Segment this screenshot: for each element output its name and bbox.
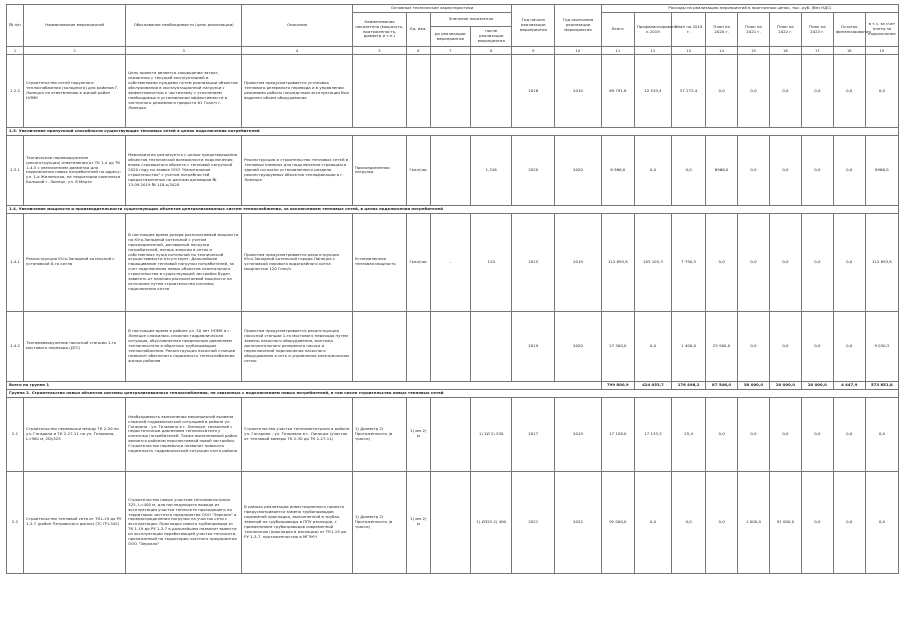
cell-financed: 0,0 [634,311,671,381]
column-number: 6 [407,47,430,55]
total-plan-2022: 20 000,0 [769,381,801,389]
cell-before [430,397,470,471]
header-description: Описание [242,5,353,47]
table-row [7,471,899,573]
header-start-year: Год начала реализации мероприятия [512,5,555,47]
total-plan-2020: 87 546,0 [706,381,738,389]
cell-description: В рамках реализации инвестиционного проекта предусматривается замена трубопроводов надземной прокладки, выполненной в трубах, заменой на трубопроводы в ППУ изоляции, с применением трубопроводов современной технологии (прокладка в изоляции) от ТК1-19 до РУ 1-3-7, протяженностью в МГЭКЧ [242,471,353,573]
section-row [7,128,899,136]
column-number: 4 [242,47,353,55]
header-plan-2023: План на 2023 г. [801,13,833,47]
cell-incl: 8966,0 [865,135,898,205]
cell-rationale: Необходимость выполнения мероприятий вызвана сложной гидравлической ситуацией в районе ул. Гагарина - ул. Тельмана в г. Липецке, связанной с недостаточным давлением теплоносителя у конечных потребителей. Также выполняемый район является районом перспективной новой застройки. Строительство перемычки позволит повысить надежность гидравлической ситуации этого района [126,397,242,471]
cell-rationale: В настоящее время резерв располагаемой мощности на Юго-Западной котельной с учетом присоединенной, договорной нагрузки потребителей, потерь энергии в сетях и собственных нужд котельной по технической осуществимости отсутствует. Дальнейшее наращивание тепловой нагрузки потребителей, за счет подключения новых объектов капитального строительства в существующей застройке будет зависеть от наличия располагаемой мощности на источнике путем строительства системы подключения котла [126,213,242,311]
column-number: 11 [601,47,634,55]
column-number: 2 [24,47,126,55]
cell-remaining: 0,0 [833,213,865,311]
cell-end-year: 2020 [555,311,602,381]
cell-indicator: Установленная тепловая мощность [352,213,406,311]
cell-plan-2020: 0,0 [706,55,738,128]
cell-plan-2021: 0,0 [738,397,770,471]
cell-incl: 112 893,8 [865,213,898,311]
cell-start-year: 2020 [512,135,555,205]
cell-rationale: Мероприятие реализуется с целью предотвращения объектов технической возможности подключения вновь строящегося объекта с тепловой нагрузкой 2020 году по заявке ООО "Капитальное строительство" с учетом потребностей предоставленных по данным договоров № 13.09.2019 № 118-к/2020 [126,135,242,205]
column-number: 18 [833,47,865,55]
cell-after: 1) 2Ø 2) 530 [470,397,512,471]
cell-total: 69 791,8 [601,55,634,128]
cell-rationale: Цель проекта является сокращение затрат, связанных с текущей эксплуатацией и собственными нуждами путем реализации объектов обслуживания в эксплуатационной нагрузки с эффективностью к частичному с уточнением необходимых в установлении эффективности и частичного режимного прироста 61 Гкал/ч г. Липецка [126,55,242,128]
cell-plan-2019: 0,0 [672,471,706,573]
cell-start-year: 2017 [512,397,555,471]
total-plan-2023: 20 000,0 [801,381,833,389]
cell-start-year: 2019 [512,311,555,381]
cell-plan-2023: 0,0 [801,311,833,381]
column-number: 3 [126,47,242,55]
header-indicator: Наименование показателя (мощность, протяженность, диаметр и т.п.) [352,13,406,47]
cell-rationale: Строительство новых участков тепломагистрали 325, L=400 м, для последующего вывода из эксплуатации участка теплосети проходящего по территории частного предприятия ООО "Зеркало" и перераспределения нагрузки на участок сети с эксплуатации. Прокладка нового трубопровода от ТК 1-19 до РУ 1-3-7 в дальнейшем позволит вывести из эксплуатации неработающей участки теплосети, проложенный на территории частного предприятия ООО "Зеркало" [126,471,242,573]
table-row [7,135,899,205]
cell-description: Проектом предусматривается установка теплового резервного перевода и в управлении режимами работы посредством эксплуатации был выделен объем оборудования [242,55,353,128]
cell-plan-2021: 1 000,0 [738,471,770,573]
table-header [7,5,899,55]
header-total: Всего [601,13,634,47]
cell-description: Строительство участка тепломагистрали в районе ул. Гагарина - ул. Тельмана в г. Липецке (участок от тепловой камеры ТК 2-30 до ТК 2-27-11) [242,397,353,471]
cell-after: 1,316 [470,135,512,205]
header-name: Наименование мероприятий [24,5,126,47]
cell-end-year: 2019 [555,55,602,128]
group-title: Группа 2. Строительство новых объектов системы централизованного теплоснабжения, не связанных с подключением новых потребителей, в том числе строительство новых тепловых сетей [7,389,899,397]
section-row [7,205,899,213]
cell-name: Строительство тепловой сети от ТК1-19 до РУ 1-3-7 (район Петровского рынка) (ТС ПЧ-342) [24,471,126,573]
cell-plan-2023: 0,0 [801,471,833,573]
cell-total: 17 158,0 [601,397,634,471]
column-number-row [7,47,899,55]
header-plan-2022: План на 2022 г. [769,13,801,47]
cell-financed: 0,0 [634,471,671,573]
column-number: 13 [672,47,706,55]
cell-before [430,471,470,573]
cell-indicator: Присоединенная нагрузка [352,135,406,205]
cell-financed: 17 133,3 [634,397,671,471]
cell-after [470,55,512,128]
header-values: Значение показателя [430,13,512,27]
cell-unit: 1) мм 2) м [407,397,430,471]
group-total-row [7,381,899,389]
total-sum: 799 800,9 [601,381,634,389]
cell-indicator: 1) Диаметр 2) Протяженность (в трассе) [352,397,406,471]
cell-incl: 9 030,3 [865,311,898,381]
cell-plan-2022: 91 000,0 [769,471,801,573]
cell-before [430,55,470,128]
header-incl-connection-fee: в т.ч. за счет платы за подключение [865,13,898,47]
cell-description: Проектом предусматривается реконструкция Юго-Западной котельной города Липецка с установкой пикового водогрейного котла мощностью 120 Гкал/ч [242,213,353,311]
cell-unit: 1) мм 2) м [407,471,430,573]
cell-after [470,311,512,381]
cell-indicator: 1) Диаметр 2) Протяженность (в трассе) [352,471,406,573]
cell-before [430,311,470,381]
cell-no: 1.2.2 [7,55,24,128]
cell-plan-2022: 0,0 [769,213,801,311]
cell-financed: 105 103,3 [634,213,671,311]
header-plan-2020: План на 2020 г. [706,13,738,47]
column-number: 17 [801,47,833,55]
header-plan-2019: План на 2019 г. [672,13,706,47]
cell-plan-2020: 25 900,0 [706,311,738,381]
cell-plan-2020: 8966,0 [706,135,738,205]
column-number: 14 [706,47,738,55]
cell-total: 112 893,8 [601,213,634,311]
table-row [7,397,899,471]
cell-plan-2020: 0,0 [706,213,738,311]
cell-no: 1.4.2 [7,311,24,381]
cell-before [430,135,470,205]
table-body [7,55,899,574]
group-title-row [7,389,899,397]
table-row [7,213,899,311]
cell-plan-2021: 0,0 [738,55,770,128]
cell-plan-2019: 57 272,4 [672,55,706,128]
cell-total: 92 000,0 [601,471,634,573]
column-number: 19 [865,47,898,55]
investment-program-sheet [6,4,899,574]
column-number: 8 [470,47,512,55]
cell-name: Строительство сетей наружного теплоснабжения (холодного) для районов Г. Липецка по ответвлению в жилой район НЛМК [24,55,126,128]
investment-table [6,4,899,574]
cell-no: 2.2 [7,471,24,573]
cell-plan-2022: 0,0 [769,397,801,471]
header-expense-group: Расходы на реализацию мероприятий в прогнозных ценах, тыс. руб. (без НДС) [601,5,898,13]
table-row [7,311,899,381]
cell-remaining: 0,0 [833,135,865,205]
cell-remaining: 0,0 [833,397,865,471]
cell-incl: 0,0 [865,397,898,471]
cell-name: Техперевооружение насосной станции 1-го мостового перехода (ДТС) [24,311,126,381]
cell-name: Реконструкция Юго-Западной котельной с установкой 8-го котла [24,213,126,311]
cell-plan-2020: 0,0 [706,397,738,471]
header-before: до реализации мероприятия [430,27,470,47]
cell-start-year: 2018 [512,55,555,128]
cell-total: 27 300,0 [601,311,634,381]
table-row [7,55,899,128]
column-number: 9 [512,47,555,55]
cell-financed: 12 519,4 [634,55,671,128]
cell-unit [407,55,430,128]
cell-incl: 0,0 [865,471,898,573]
cell-incl: 0,0 [865,55,898,128]
column-number: 7 [430,47,470,55]
cell-total: 8 966,0 [601,135,634,205]
cell-indicator [352,55,406,128]
cell-no: 1.3.1 [7,135,24,205]
cell-end-year: 2019 [555,213,602,311]
cell-no: 2.1 [7,397,24,471]
column-number: 15 [738,47,770,55]
total-incl: 573 851,8 [865,381,898,389]
cell-name: Техническое перевооружение (реконструкция) ответвления от ТК 1-4 до ТК 1-4-5 с увеличением диаметра для подключения новых потребителей по адресу: ул. 1-я Жилинская, на территории комплекса Большой г. Липецк, ул. 8 Марта [24,135,126,205]
header-tech-group: Основные технические характеристики [352,5,512,13]
cell-no: 1.4.1 [7,213,24,311]
cell-end-year: 2022 [555,471,602,573]
header-after: после реализации мероприятия [470,27,512,47]
total-financed: 424 053,7 [634,381,671,389]
section-title: 1.3. Увеличение пропускной способности существующих тепловых сетей в целях подключения потребителей [7,128,899,136]
cell-start-year: 2021 [512,471,555,573]
column-number: 16 [769,47,801,55]
total-plan-2019: 176 498,2 [672,381,706,389]
total-remaining: 4 447,9 [833,381,865,389]
header-rationale: Обоснование необходимости (цель реализации) [126,5,242,47]
cell-unit: Гкал/час [407,213,430,311]
cell-financed: 0,0 [634,135,671,205]
cell-plan-2023: 0,0 [801,397,833,471]
header-end-year: Год окончания реализации мероприятия [555,5,602,47]
cell-remaining: 0,0 [833,55,865,128]
cell-plan-2022: 0,0 [769,311,801,381]
total-plan-2021: 50 000,0 [738,381,770,389]
cell-remaining: 0,0 [833,311,865,381]
section-title: 1.4. Увеличение мощности и производительности существующих объектов централизованных систем теплоснабжения, за исключением тепловых сетей, в целях подключения потребителей [7,205,899,213]
cell-description: Реконструкция и строительство тепловых сетей в тепловых камерах для подключения строящихся зданий согласно установленного раздела реконструируемых объектов теплофикации в г. Липецке [242,135,353,205]
cell-plan-2023: 0,0 [801,213,833,311]
cell-plan-2019: 25,4 [672,397,706,471]
cell-plan-2021: 0,0 [738,135,770,205]
header-financed: Профинансировано к 2019 [634,13,671,47]
cell-plan-2022: 0,0 [769,135,801,205]
cell-plan-2021: 0,0 [738,213,770,311]
cell-before: - [430,213,470,311]
cell-unit: Гкал/час [407,135,430,205]
cell-unit [407,311,430,381]
cell-plan-2019: 0,0 [672,135,706,205]
cell-end-year: 2020 [555,135,602,205]
cell-plan-2021: 0,0 [738,311,770,381]
column-number: 1 [7,47,24,55]
cell-plan-2019: 1 400,0 [672,311,706,381]
cell-name: Строительство перемычки между ТК 2-30 по ул. Гагарина и ТК 2-27-11 по ул. Тельмана, L=900 м, 2Dу325 [24,397,126,471]
header-no: № п/п [7,5,24,47]
cell-start-year: 2015 [512,213,555,311]
cell-plan-2022: 0,0 [769,55,801,128]
cell-description: Проектом предусматривается реконструкция насосной станции 1-го мостового перехода путем замены насосного оборудования, монтажа дополнительного резервного насоса и переключений подключения насосного оборудования в сеть и управления электрическим сетью [242,311,353,381]
cell-indicator [352,311,406,381]
group-total-label: Всего по группе 1 [7,381,602,389]
column-number: 5 [352,47,406,55]
cell-after: 1) Ø325 2) 400 [470,471,512,573]
header-unit: Ед. изм. [407,13,430,47]
column-number: 12 [634,47,671,55]
column-number: 10 [555,47,602,55]
cell-plan-2023: 0,0 [801,135,833,205]
header-remaining: Остаток финансирования [833,13,865,47]
header-plan-2021: План на 2021 г. [738,13,770,47]
cell-remaining: 0,0 [833,471,865,573]
cell-plan-2019: 7 790,5 [672,213,706,311]
cell-end-year: 2019 [555,397,602,471]
cell-plan-2020: 0,0 [706,471,738,573]
cell-plan-2023: 0,0 [801,55,833,128]
cell-rationale: В настоящее время в районе ул. 50 лет НЛМК в г. Липецке сложилась сложная гидравлическая ситуация, обусловленная предельным давлением теплоносителя в обратных трубопроводах теплоснабжения. Реконструкция насосной станции позволит обеспечить надежность теплоснабжения жилых районов [126,311,242,381]
cell-after: 120 [470,213,512,311]
